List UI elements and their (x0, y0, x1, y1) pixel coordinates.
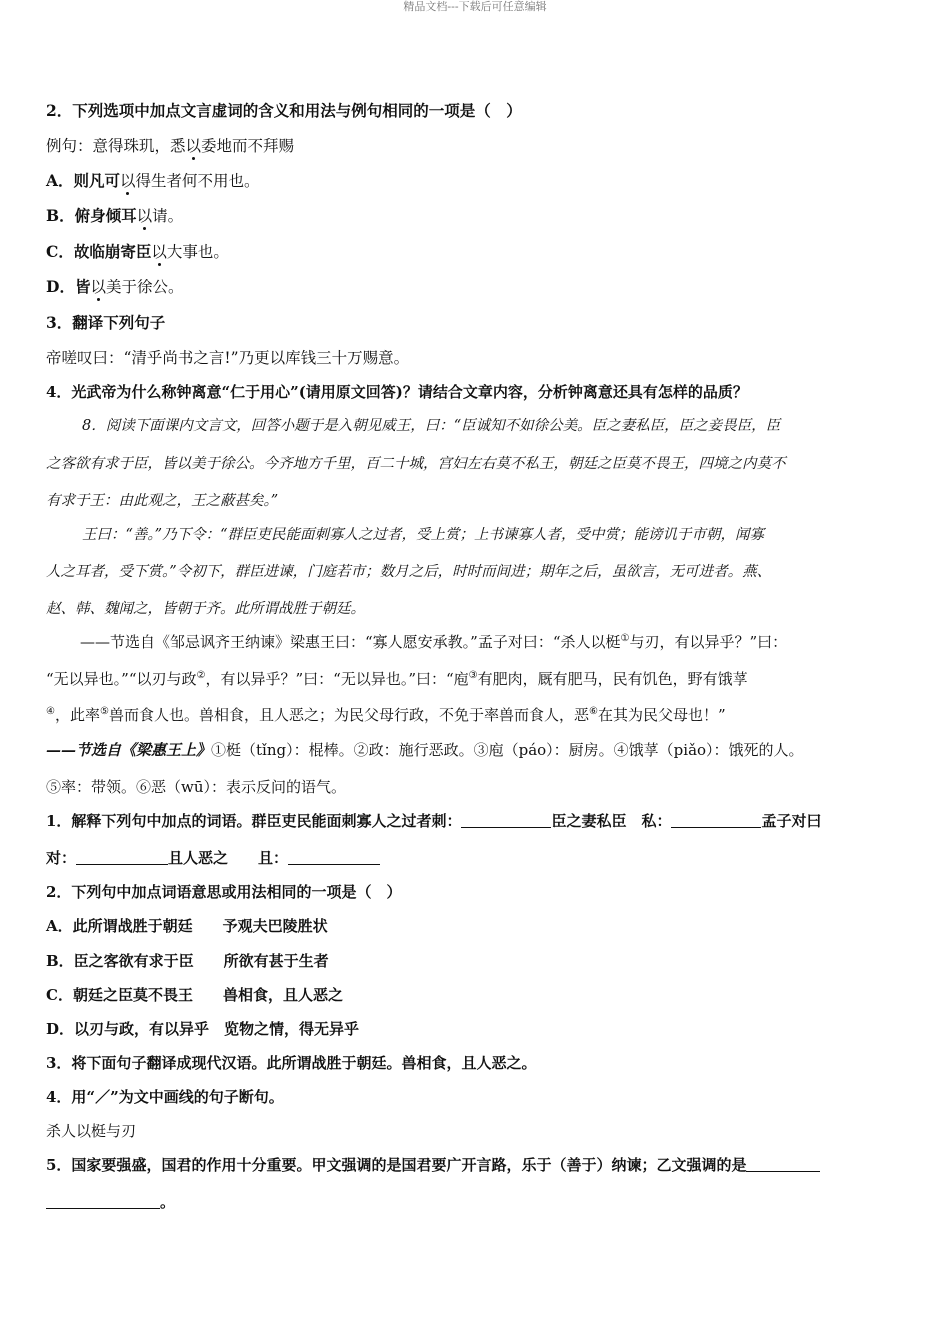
passage-line: 人之耳者，受下赏。”令初下，群臣进谏，门庭若市；数月之后，时时而间进；期年之后，虽欲言，无可进者。燕、 (46, 564, 772, 580)
dotted-word: 以 (120, 172, 136, 190)
answer-blank[interactable] (288, 848, 380, 865)
answer-blank[interactable] (746, 1155, 820, 1172)
passage-line: “无以异也。”“以刃与政②，有以异乎？”曰：“无以异也。”曰：“庖③有肥肉，厩有肥马，民有饥色，野有饿莩 (46, 670, 748, 688)
passage-line: 赵、韩、魏闻之，皆朝于齐。此所谓战胜于朝廷。 (46, 601, 365, 617)
dotted-word: 以 (136, 207, 153, 225)
subquestion-1-cont: 对： 且人恶之 且： (46, 848, 910, 868)
subquestion-2-stem: 2．下列句中加点词语意思或用法相同的一项是（ ） (46, 883, 402, 901)
option-d[interactable]: D．以刃与政，有以异乎 览物之情，得无异乎 (46, 1020, 360, 1038)
subquestion-5-cont: 。 (46, 1192, 910, 1212)
question-4-stem: 4．光武帝为什么称钟离意“仁于用心”(请用原文回答)？请结合文章内容，分析钟离意还具有怎样的品质？ (46, 383, 748, 401)
passage-line: ——节选自《邹忌讽齐王纳谏》梁惠王曰：“寡人愿安承教。”孟子对曰：“杀人以梃①与刃，有以异乎？”曰： (80, 633, 788, 651)
annotation-line: ⑤率：带领。⑥恶（wū）：表示反问的语气。 (46, 778, 347, 796)
source-note: ——节选自《梁惠王上》①梃（tǐng）：棍棒。②政：施行恶政。③庖（páo）：厨房。④饿莩（piǎo）：饿死的人。 (46, 741, 804, 759)
dotted-word: 以 (90, 278, 106, 296)
subquestion-5: 5．国家要强盛，国君的作用十分重要。甲文强调的是国君要广开言路，乐于（善于）纳谏；乙文强调的是 (46, 1155, 910, 1175)
answer-blank[interactable] (76, 848, 168, 865)
option-d[interactable]: D．皆以美于徐公。 (46, 277, 184, 296)
passage-line: 王曰：“善。”乃下令：“群臣吏民能面刺寡人之过者，受上赏；上书谏寡人者，受中赏；能谤讥于市朝，闻寡 (82, 527, 764, 543)
passage-line: 有求于王：由此观之，王之蔽甚矣。” (46, 493, 279, 509)
subquestion-4-stem: 4．用“／”为文中画线的句子断句。 (46, 1088, 284, 1106)
example-sentence: 例句：意得珠玑，悉以委地而不拜赐 (46, 137, 295, 155)
answer-blank[interactable] (671, 811, 761, 828)
option-c[interactable]: C．故临崩寄臣以大事也。 (46, 242, 229, 261)
option-b[interactable]: B．俯身倾耳以请。 (46, 206, 184, 225)
option-a[interactable]: A．此所谓战胜于朝廷 予观夫巴陵胜状 (46, 917, 328, 935)
question-3-stem: 3．翻译下列句子 (46, 313, 166, 332)
page-header: 精品文档---下载后可任意编辑 (403, 0, 547, 13)
subquestion-1: 1．解释下列句中加点的词语。群臣吏民能面刺寡人之过者刺： 臣之妻私臣 私： 孟子对曰 (46, 812, 822, 830)
subquestion-4-sentence: 杀人以梃与刃 (46, 1122, 137, 1140)
answer-blank[interactable] (46, 1192, 160, 1209)
option-c[interactable]: C．朝廷之臣莫不畏王 兽相食，且人恶之 (46, 986, 343, 1004)
question-3-sentence: 帝嗟叹曰：“清乎尚书之言!”乃更以库钱三十万赐意。 (46, 349, 410, 367)
dotted-word: 以 (185, 137, 202, 155)
option-b[interactable]: B．臣之客欲有求于臣 所欲有甚于生者 (46, 952, 329, 970)
answer-blank[interactable] (461, 811, 551, 828)
passage-line: 之客欲有求于臣，皆以美于徐公。今齐地方千里，百二十城，宫妇左右莫不私王，朝廷之臣莫不畏王，四境之内莫不 (46, 456, 786, 472)
dotted-word: 以 (151, 243, 167, 261)
subquestion-3: 3．将下面句子翻译成现代汉语。此所谓战胜于朝廷。兽相食，且人恶之。 (46, 1054, 537, 1072)
option-a[interactable]: A．则凡可以得生者何不用也。 (46, 171, 260, 190)
passage-line: 8．阅读下面课内文言文，回答小题于是入朝见威王，曰：“臣诚知不如徐公美。臣之妻私臣，臣之妾畏臣，臣 (82, 418, 781, 434)
question-2-stem: 2．下列选项中加点文言虚词的含义和用法与例句相同的一项是（ ） (46, 101, 522, 120)
passage-line: ④，此率⑤兽而食人也。兽相食，且人恶之；为民父母行政，不免于率兽而食人，恶⑥在其为民父母也！” (46, 706, 726, 724)
